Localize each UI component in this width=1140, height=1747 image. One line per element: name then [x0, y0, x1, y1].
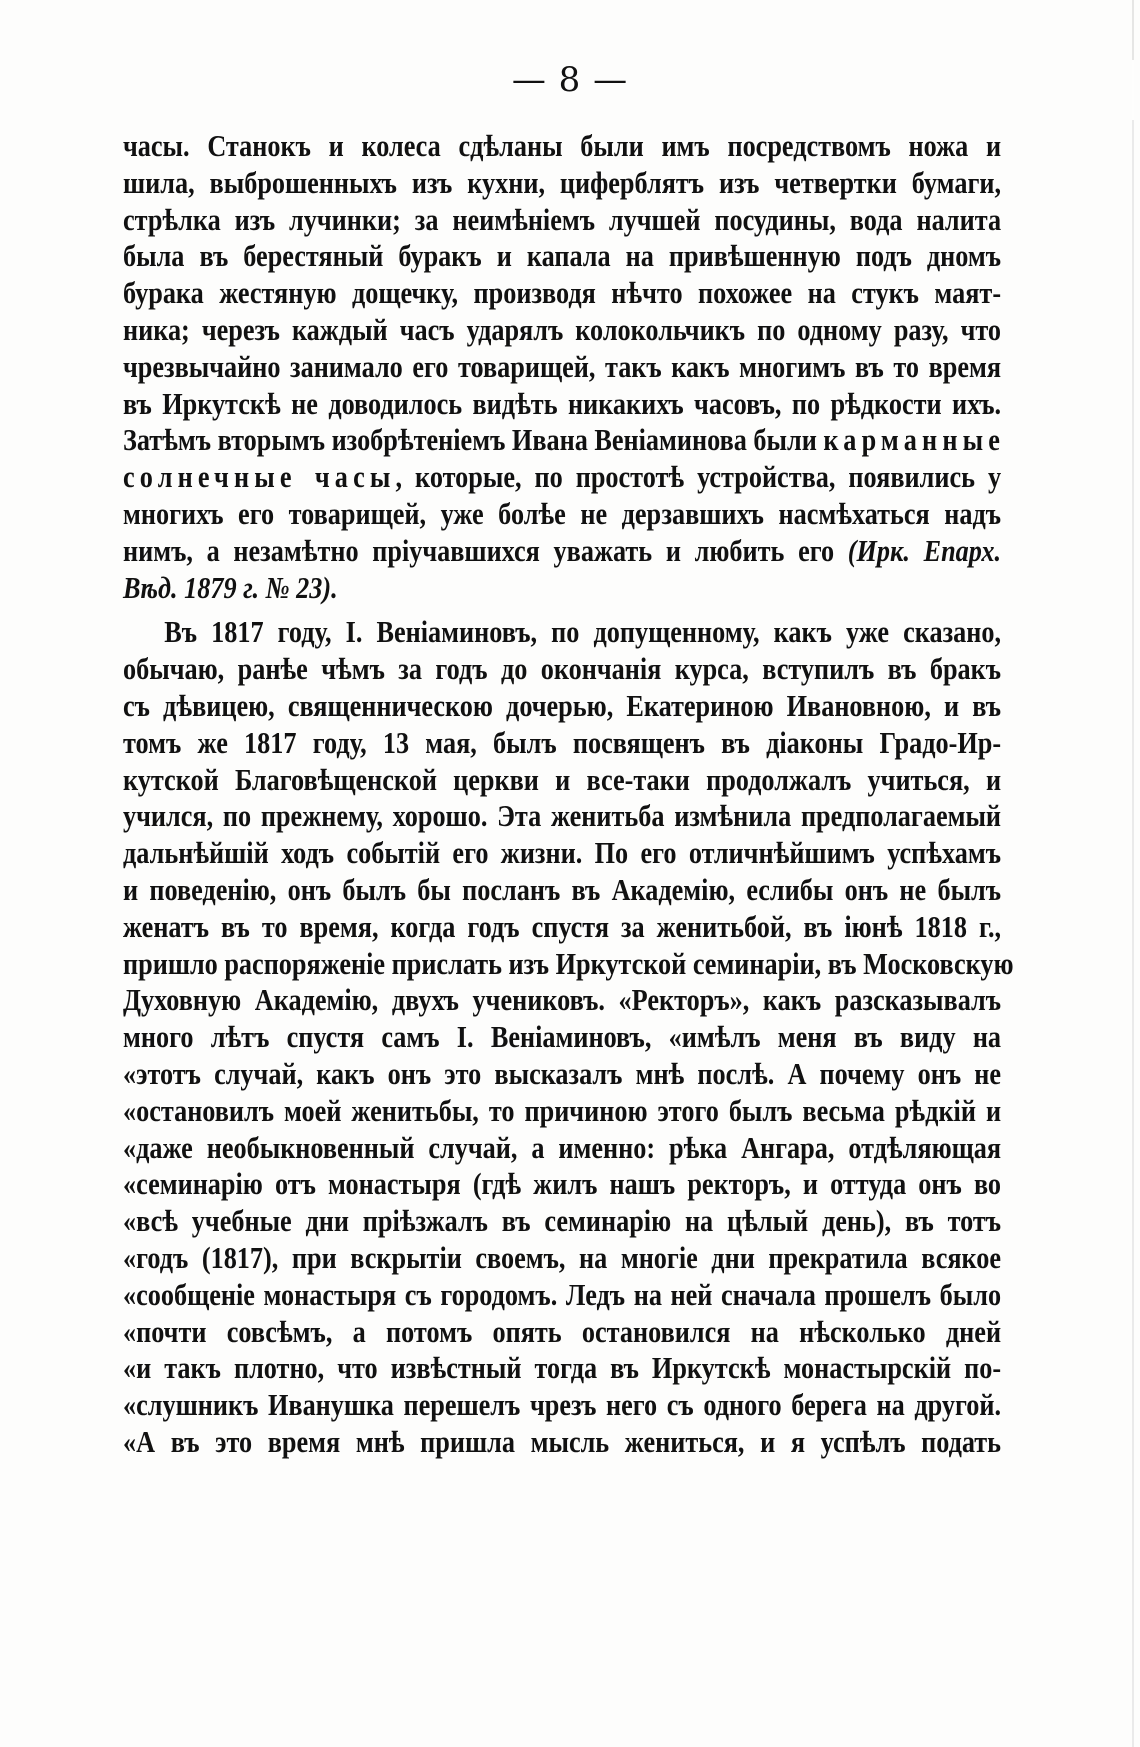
- text-line: «даже необыкновенный случай, а именно: рѣка Ангара, отдѣляющая: [123, 1130, 1002, 1165]
- text-line: ника; черезъ каждый часъ ударялъ колокольчикъ по одному разу, что: [123, 312, 1002, 347]
- text-line: стрѣлка изъ лучинки; за неимѣніемъ лучшей посудины, вода налита: [123, 202, 1002, 237]
- text-line: томъ же 1817 году, 13 мая, былъ посвященъ въ діаконы Градо-Ир-: [123, 725, 1002, 760]
- text-line: [123, 459, 1001, 496]
- text-line: учился, по прежнему, хорошо. Эта женитьба измѣнила предполагаемый: [123, 799, 1002, 834]
- text-line: Духовную Академію, двухъ учениковъ. «Ректоръ», какъ разсказывалъ: [123, 983, 1002, 1018]
- page-number: — 8 —: [511, 60, 629, 100]
- paragraph-1: [123, 128, 1006, 606]
- paragraph-gap: [123, 606, 878, 614]
- text-line: бурака жестяную дощечку, производя нѣчто похожее на стукъ маят-: [123, 276, 1002, 311]
- text-line: [123, 533, 1001, 570]
- line-text: , которые, по простотѣ устройства, появились у: [395, 460, 1002, 495]
- text-line: чрезвычайно занимало его товарищей, такъ какъ многимъ въ то время: [123, 349, 1002, 384]
- text-line: пришло распоряженіе прислать изъ Иркутской семинаріи, въ Московскую: [123, 946, 1014, 981]
- text-line: «слушникъ Иванушка перешелъ чрезъ него съ одного берега на другой.: [123, 1388, 1002, 1423]
- text-line: кутской Благовѣщенской церкви и все-таки продолжалъ учиться, и: [123, 762, 1002, 797]
- text-line: «остановилъ моей женитьбы, то причиною этого былъ весьма рѣдкій и: [123, 1093, 1002, 1128]
- text-line: и поведенію, онъ былъ бы посланъ въ Академію, еслибы онъ не былъ: [123, 872, 1002, 907]
- body-text: [123, 128, 1014, 1461]
- citation-line: Вѣд. 1879 г. № 23).: [123, 570, 338, 605]
- line-text: нимъ, а незамѣтно пріучавшихся уважать и любить его: [123, 533, 835, 568]
- text-line: многихъ его товарищей, уже болѣе не дерзавшихъ насмѣхаться надъ: [123, 496, 1002, 531]
- text-line: много лѣтъ спустя самъ І. Веніаминовъ, «имѣлъ меня въ виду на: [123, 1020, 1002, 1055]
- text-line: «годъ (1817), при вскрытіи своемъ, на многіе дни прекратила всякое: [123, 1240, 1002, 1275]
- text-line: [123, 422, 1006, 459]
- text-line: женатъ въ то время, когда годъ спустя за женитьбой, въ іюнѣ 1818 г.,: [123, 909, 1002, 944]
- spaced-phrase: солнечные часы: [123, 460, 396, 495]
- paragraph-2: [123, 614, 1014, 1460]
- text-line: часы. Станокъ и колеса сдѣланы были имъ посредствомъ ножа и: [123, 129, 1002, 163]
- text-line: была въ берестяный буракъ и капала на привѣшенную подъ дномъ: [123, 239, 1002, 274]
- text-line: «этотъ случай, какъ онъ это высказалъ мнѣ послѣ. А почему онъ не: [123, 1056, 1002, 1091]
- page-edge-line: [1132, 0, 1134, 1747]
- citation: (Ирк. Епарх.: [847, 533, 1002, 568]
- text-line: въ Иркутскѣ не доводилось видѣть никакихъ часовъ, по рѣдкости ихъ.: [123, 386, 1002, 421]
- text-line: «семинарію отъ монастыря (гдѣ жилъ нашъ ректоръ, и оттуда онъ во: [123, 1167, 1002, 1202]
- text-line: «сообщеніе монастыря съ городомъ. Ледъ на ней сначала прошелъ было: [123, 1277, 1002, 1312]
- text-line: «всѣ учебные дни пріѣзжалъ въ семинарію на цѣлый день), въ тотъ: [123, 1204, 1002, 1239]
- text-line: съ дѣвицею, священническою дочерью, Екатериною Ивановною, и въ: [123, 688, 1002, 723]
- text-line: дальнѣйшій ходъ событій его жизни. По его отличнѣйшимъ успѣхамъ: [123, 836, 1002, 871]
- text-line: «А въ это время мнѣ пришла мысль жениться, и я успѣлъ подать: [123, 1424, 1002, 1459]
- text-line: «и такъ плотно, что извѣстный тогда въ Иркутскѣ монастырскій по-: [123, 1351, 1002, 1386]
- text-line: «почти совсѣмъ, а потомъ опять остановился на нѣсколько дней: [123, 1314, 1002, 1349]
- text-line: обычаю, ранѣе чѣмъ за годъ до окончанія курса, вступилъ въ бракъ: [123, 652, 1002, 687]
- text-line: Въ 1817 году, І. Веніаминовъ, по допущенному, какъ уже сказано,: [164, 615, 1002, 650]
- text-line: шила, выброшенныхъ изъ кухни, циферблятъ изъ четвертки бумаги,: [123, 165, 1002, 200]
- spaced-word: карманные: [823, 423, 1006, 458]
- line-text: Затѣмъ вторымъ изобрѣтеніемъ Ивана Веніаминова были: [123, 423, 817, 458]
